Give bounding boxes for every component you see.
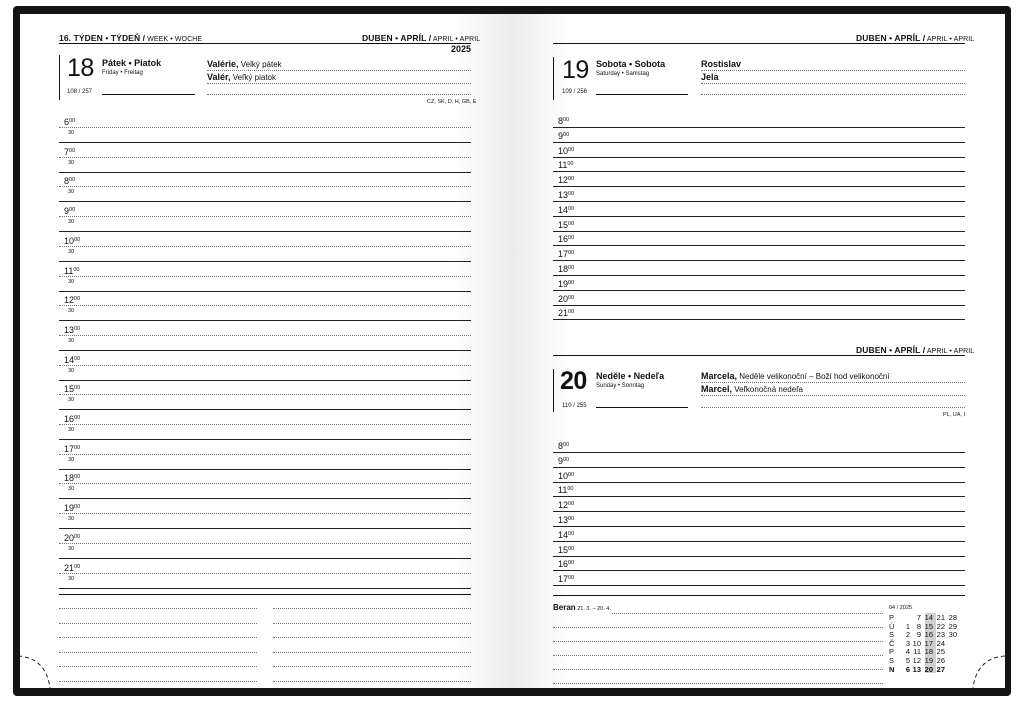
month-header-2: DUBEN • APRÍL / APRIL • APRIL: [856, 345, 975, 355]
half-hour-line: [59, 231, 471, 232]
hour-label: $9^{00}$: [558, 455, 570, 466]
hour-line: [553, 216, 965, 217]
calendar-day: 27: [936, 664, 945, 674]
hour-line: [553, 201, 965, 202]
hour-label: $10^{00}$: [64, 235, 81, 246]
dotted-line: [701, 94, 965, 95]
hour-label: $10^{00}$: [558, 145, 575, 156]
hour-label: $20^{00}$: [64, 532, 81, 543]
dotted-line: [207, 70, 471, 71]
weekday-letter: Ú: [889, 621, 895, 631]
note-line: [59, 666, 257, 667]
hour-line: [553, 556, 965, 557]
dotted-line: [701, 395, 965, 396]
corner-mark: [20, 652, 56, 688]
header-rule: [59, 43, 471, 44]
hour-label: $17^{00}$: [558, 574, 575, 585]
calendar-day: 11: [913, 647, 921, 657]
calendar-day: 24: [936, 638, 945, 648]
half-hour-label: 30: [68, 545, 75, 552]
hour-line: [553, 260, 965, 261]
half-hour-line: [59, 439, 471, 440]
hour-label: $18^{00}$: [64, 473, 81, 484]
day-underline: [596, 94, 688, 95]
hour-label: $20^{00}$: [558, 293, 575, 304]
half-hour-label: 30: [68, 219, 75, 226]
dotted-line: [701, 382, 965, 383]
hour-dotted-line: [59, 335, 471, 336]
calendar-day: 5: [905, 656, 910, 665]
weekday-letter: S: [889, 656, 895, 665]
notes-divider: [553, 595, 965, 596]
calendar-day: 30: [948, 630, 957, 640]
hour-label: $15^{00}$: [558, 219, 575, 230]
half-hour-label: 30: [68, 337, 75, 344]
calendar-day: 7: [916, 613, 921, 622]
hour-line: [553, 275, 965, 276]
hour-label: $17^{00}$: [558, 249, 575, 260]
notes-divider: [59, 594, 471, 595]
hour-dotted-line: [59, 186, 471, 187]
hour-line: [553, 171, 965, 172]
week-header: 16. TÝDEN • TÝDEŇ / WEEK • WOCHE: [59, 33, 203, 43]
hour-line: [553, 245, 965, 246]
hour-dotted-line: [59, 424, 471, 425]
calendar-day: 20: [924, 664, 933, 674]
half-hour-line: [59, 172, 471, 173]
hour-label: $13^{00}$: [64, 324, 81, 335]
note-line: [59, 608, 257, 609]
nameday-sk: Jela: [701, 72, 719, 82]
calendar-day: 29: [948, 621, 957, 631]
weekday-letter: Č: [889, 638, 895, 648]
calendar-day: 10: [912, 638, 921, 648]
mini-calendar-title: 04 / 2025: [889, 605, 912, 611]
hour-label: $6^{00}$: [64, 117, 76, 127]
hour-label: $21^{00}$: [558, 308, 575, 319]
calendar-day: 17: [924, 638, 933, 648]
weekday-letter: N: [889, 664, 895, 674]
note-line: [273, 608, 471, 609]
calendar-day: 18: [924, 647, 933, 657]
half-hour-label: 30: [68, 367, 75, 374]
hour-line: [553, 570, 965, 571]
right-page: [512, 14, 1005, 688]
half-hour-label: 30: [68, 427, 75, 433]
note-line: [553, 641, 883, 642]
hour-label: $19^{00}$: [558, 278, 575, 289]
hour-label: $11^{00}$: [558, 160, 574, 171]
half-hour-label: 30: [68, 486, 75, 493]
hour-dotted-line: [59, 454, 471, 455]
hour-dotted-line: [59, 543, 471, 544]
calendar-day: 2: [905, 630, 910, 640]
hour-dotted-line: [59, 216, 471, 217]
note-line: [553, 655, 883, 656]
calendar-day: 13: [912, 664, 921, 674]
note-line: [59, 623, 257, 624]
hour-line: [553, 511, 965, 512]
hour-label: $16^{00}$: [558, 234, 575, 245]
hour-line: [553, 467, 965, 468]
hour-dotted-line: [59, 365, 471, 366]
zodiac-sign: Beran 21. 3. – 20. 4.: [553, 603, 611, 612]
calendar-day: 12: [912, 656, 921, 665]
half-hour-label: 30: [68, 278, 75, 285]
calendar-day: 16: [924, 630, 933, 640]
day-index: 109 / 256: [562, 89, 588, 95]
holiday-countries: CZ, SK, D, H, GB, E: [427, 99, 477, 105]
calendar-day: 9: [916, 630, 921, 640]
day-index: 108 / 257: [67, 89, 93, 95]
hour-label: $8^{00}$: [558, 441, 570, 451]
header-rule: [553, 355, 965, 356]
hour-line: [553, 157, 965, 158]
note-line: [273, 666, 471, 667]
hour-line: [553, 482, 965, 483]
calendar-day: 14: [924, 613, 933, 622]
weekday-letter: P: [889, 647, 895, 657]
day-number: 20: [560, 367, 587, 395]
hour-dotted-line: [59, 483, 471, 484]
calendar-day: 15: [924, 621, 933, 631]
hour-line: [553, 496, 965, 497]
hour-label: $14^{00}$: [64, 354, 81, 365]
day-subname: Sunday • Sonntag: [596, 383, 645, 389]
calendar-day: 8: [916, 621, 921, 631]
half-hour-label: 30: [68, 308, 75, 315]
calendar-day: 28: [948, 613, 957, 622]
hour-label: $9^{00}$: [558, 130, 570, 141]
dotted-line: [701, 83, 965, 84]
half-hour-label: 30: [68, 575, 75, 582]
hour-label: $18^{00}$: [558, 264, 575, 274]
hour-label: $9^{00}$: [64, 206, 76, 217]
hour-dotted-line: [59, 513, 471, 514]
hour-line: [553, 290, 965, 291]
holiday-countries: PL, UA, I: [943, 412, 966, 418]
day-name: Sobota • Sobota: [596, 59, 666, 69]
hour-dotted-line: [59, 573, 471, 574]
half-hour-line: [59, 588, 471, 589]
day-bar: [553, 57, 554, 100]
calendar-day: 26: [936, 656, 945, 665]
day-bar: [553, 369, 554, 412]
hour-dotted-line: [59, 157, 471, 158]
hour-dotted-line: [59, 394, 471, 395]
day-underline: [596, 407, 688, 408]
day-name: Neděle • Nedeľa: [596, 371, 665, 381]
note-line: [553, 669, 883, 670]
calendar-day: 1: [905, 621, 910, 631]
hour-dotted-line: [59, 276, 471, 277]
note-line: [612, 613, 883, 614]
half-hour-line: [59, 409, 471, 410]
half-hour-line: [59, 498, 471, 499]
hour-label: $17^{00}$: [64, 443, 81, 454]
dotted-line: [701, 70, 965, 71]
hour-label: $14^{00}$: [558, 204, 575, 215]
hour-line: [553, 127, 965, 128]
calendar-day: 6: [905, 664, 910, 674]
half-hour-label: 30: [68, 397, 75, 404]
half-hour-label: 30: [68, 456, 75, 463]
half-hour-label: 30: [68, 130, 75, 136]
note-line: [59, 681, 257, 682]
half-hour-label: 30: [68, 516, 75, 523]
half-hour-line: [59, 350, 471, 351]
weekday-letter: S: [889, 630, 895, 640]
hour-label: $8^{00}$: [558, 116, 570, 126]
half-hour-line: [59, 320, 471, 321]
hour-label: $12^{00}$: [558, 500, 575, 511]
hour-line: [553, 585, 965, 586]
day-index: 110 / 255: [562, 403, 587, 409]
hour-line: [553, 142, 965, 143]
half-hour-label: 30: [68, 248, 75, 255]
day-underline: [102, 94, 195, 95]
hour-label: $7^{00}$: [64, 146, 76, 157]
header-rule: [553, 43, 965, 44]
hour-label: $19^{00}$: [64, 503, 81, 514]
hour-dotted-line: [59, 305, 471, 306]
calendar-day: 23: [936, 630, 945, 640]
calendar-day: 4: [905, 647, 910, 657]
hour-label: $14^{00}$: [558, 529, 575, 540]
note-line: [59, 652, 257, 653]
day-number: 18: [67, 54, 94, 82]
hour-line: [553, 305, 965, 306]
nameday-cz: Marcela, Neděle velikonoční – Boží hod velikonoční: [701, 371, 890, 381]
half-hour-line: [59, 142, 471, 143]
note-line: [59, 637, 257, 638]
hour-label: $15^{00}$: [558, 544, 575, 555]
hour-label: $11^{00}$: [64, 265, 80, 276]
note-line: [273, 681, 471, 682]
left-page: [20, 14, 512, 688]
month-header: DUBEN • APRÍL / APRIL • APRIL: [856, 33, 975, 43]
half-hour-line: [59, 201, 471, 202]
calendar-day: 21: [936, 613, 945, 622]
note-line: [553, 683, 883, 684]
hour-label: $12^{00}$: [64, 295, 81, 306]
note-line: [273, 623, 471, 624]
hour-label: $15^{00}$: [64, 384, 81, 395]
half-hour-label: 30: [68, 189, 75, 196]
nameday-sk: Marcel, Veľkonočná nedeľa: [701, 384, 803, 394]
hour-dotted-line: [59, 127, 471, 128]
month-header: DUBEN • APRÍL / APRIL • APRIL: [362, 33, 481, 43]
nameday-cz: Rostislav: [701, 59, 742, 69]
hour-label: $10^{00}$: [558, 470, 575, 481]
note-line: [553, 627, 883, 628]
dotted-line: [207, 94, 471, 95]
hour-label: $8^{00}$: [64, 176, 76, 187]
hour-line: [553, 319, 965, 320]
year-label: 2025: [451, 44, 472, 54]
dotted-line: [701, 407, 965, 408]
nameday-sk: Valér, Veľký piatok: [207, 72, 276, 82]
note-line: [273, 637, 471, 638]
hour-label: $16^{00}$: [64, 414, 81, 424]
dotted-line: [207, 83, 471, 84]
hour-label: $12^{00}$: [558, 175, 575, 186]
half-hour-label: 30: [68, 159, 75, 166]
half-hour-line: [59, 380, 471, 381]
hour-label: $13^{00}$: [558, 515, 575, 525]
half-hour-line: [59, 558, 471, 559]
calendar-day: 19: [924, 656, 933, 665]
calendar-day: 22: [936, 621, 945, 631]
half-hour-line: [59, 469, 471, 470]
corner-mark: [967, 652, 1005, 688]
hour-line: [553, 541, 965, 542]
day-number: 19: [562, 56, 589, 84]
hour-line: [553, 526, 965, 527]
hour-dotted-line: [59, 246, 471, 247]
weekday-letter: P: [889, 613, 895, 622]
hour-label: $11^{00}$: [558, 485, 574, 496]
hour-line: [553, 231, 965, 232]
day-subname: Friday • Freitag: [102, 70, 143, 76]
calendar-row: [889, 665, 969, 674]
hour-label: $16^{00}$: [558, 559, 575, 570]
calendar-day: 25: [936, 647, 945, 657]
nameday-cz: Valérie, Velký pátek: [207, 59, 282, 69]
hour-line: [553, 186, 965, 187]
hour-label: $13^{00}$: [558, 190, 575, 200]
half-hour-line: [59, 291, 471, 292]
day-bar: [59, 55, 60, 100]
day-subname: Saturday • Samstag: [596, 71, 650, 77]
day-name: Pátek • Piatok: [102, 58, 162, 68]
hour-label: $21^{00}$: [64, 562, 81, 573]
half-hour-line: [59, 261, 471, 262]
note-line: [273, 652, 471, 653]
hour-line: [553, 452, 965, 453]
half-hour-line: [59, 528, 471, 529]
calendar-day: 3: [905, 638, 910, 648]
